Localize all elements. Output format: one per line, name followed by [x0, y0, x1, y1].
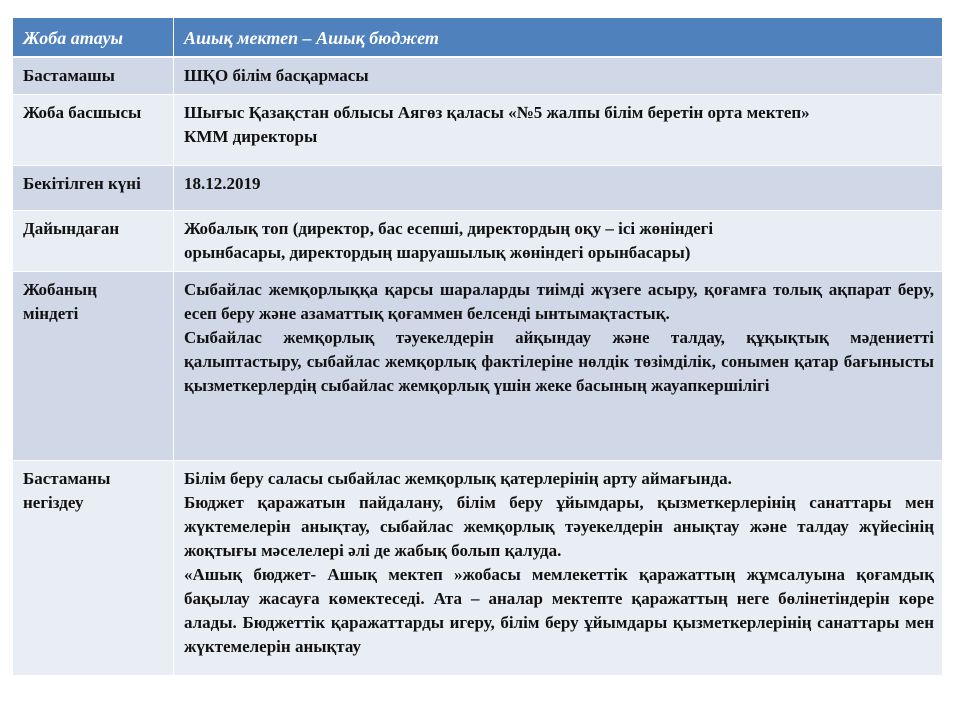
initiator-value: ШҚО білім басқармасы [184, 66, 369, 85]
header-label-cell [13, 18, 174, 57]
row-value-cell [174, 211, 943, 272]
row-value-cell [174, 461, 943, 676]
table-row [13, 272, 943, 461]
row-label-cell [13, 211, 174, 272]
prepared-by-label: Дайындаған [23, 219, 120, 238]
row-value-cell [174, 272, 943, 461]
approval-date-label: Бекітілген күні [23, 174, 141, 193]
table-row [13, 57, 943, 95]
project-title: Ашық мектеп – Ашық бюджет [184, 28, 439, 48]
project-task-label: Жобаның міндеті [23, 280, 97, 323]
header-value-cell [174, 18, 943, 57]
row-value-cell [174, 166, 943, 211]
row-value-cell [174, 57, 943, 95]
project-info-table [12, 18, 943, 676]
project-leader-value: Шығыс Қазақстан облысы Аягөз қаласы «№5 жалпы білім беретін орта мектеп» КММ директоры [184, 103, 810, 146]
row-label-cell [13, 166, 174, 211]
rationale-value: Білім беру саласы сыбайлас жемқорлық қатерлерінің арту аймағында. Бюджет қаражатын пайдалану, білім беру ұйымдары, қызметкерлерінің санаттары мен жүктемелерін анықтау, сыбайлас жемқорлық тәуекелдерін анықтау және талдау жүйесінің жоқтығы мәселелері әлі де жабық болып қалуда. «Ашық бюджет- Ашық мектеп »жобасы мемлекеттік қаражаттың жұмсалуына қоғамдық бақылау жасауға көмектеседі. Ата – аналар мектепте қаражаттың неге бөлінетіндерін көре алады. Бюджеттік қаражаттарды игеру, білім беру ұйымдары қызметкерлерінің санаттары мен жүктемелерін анықтау [184, 469, 934, 656]
table-row [13, 211, 943, 272]
initiator-label: Бастамашы [23, 66, 115, 85]
row-label-cell [13, 461, 174, 676]
project-leader-label: Жоба басшысы [23, 103, 142, 122]
row-label-cell [13, 57, 174, 95]
approval-date-value: 18.12.2019 [184, 174, 261, 193]
row-label-cell [13, 95, 174, 166]
project-task-value: Сыбайлас жемқорлыққа қарсы шараларды тиімді жүзеге асыру, қоғамға толық ақпарат беру, есеп беру және азаматтық қоғаммен белсенді ынтымақтастық. Сыбайлас жемқорлық тәуекелдерін айқындау және талдау, құқықтық мәдениетті қалыптастыру, сыбайлас жемқорлық фактілеріне нөлдік төзімділік, сонымен қатар бағыныcты қызметкерлердің сыбайлас жемқорлық үшін жеке басының жауапкершілігі [184, 280, 934, 395]
row-label-cell [13, 272, 174, 461]
rationale-label: Бастаманы негіздеу [23, 469, 111, 512]
header-label: Жоба атауы [23, 28, 124, 48]
prepared-by-value: Жобалық топ (директор, бас есепші, директордың оқу – ісі жөніндегі орынбасары, директордың шаруашылық жөніндегі орынбасары) [184, 219, 714, 262]
table-row [13, 461, 943, 676]
row-value-cell [174, 95, 943, 166]
table-header-row [13, 18, 943, 57]
table-row [13, 95, 943, 166]
table-row [13, 166, 943, 211]
